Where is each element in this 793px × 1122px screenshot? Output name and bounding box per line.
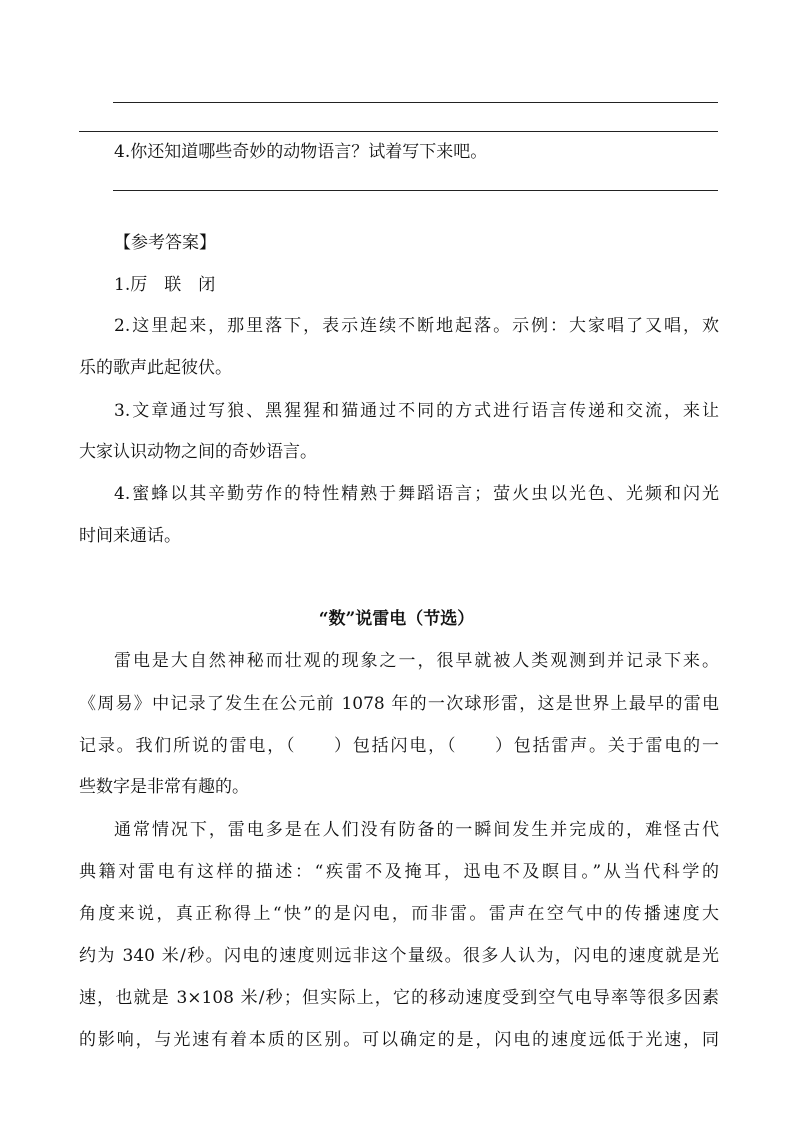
paragraph-line: 的影响，与光速有着本质的区别。可以确定的是，闪电的速度远低于光速，同 xyxy=(79,1030,719,1050)
paragraph-line: 典籍对雷电有这样的描述：“疾雷不及掩耳，迅电不及瞑目。”从当代科学的 xyxy=(79,862,719,882)
answer-3-line: 大家认识动物之间的奇妙语言。 xyxy=(79,442,317,462)
paragraph-line: 角度来说，真正称得上“快”的是闪电，而非雷。雷声在空气中的传播速度大 xyxy=(79,904,719,924)
answer-3-line: 3.文章通过写狼、黑猩猩和猫通过不同的方式进行语言传递和交流，来让 xyxy=(114,401,719,421)
paragraph-line: 雷电是大自然神秘而壮观的现象之一，很早就被人类观测到并记录下来。 xyxy=(114,651,719,671)
answer-4-line: 4.蜜蜂以其辛勤劳作的特性精熟于舞蹈语言；萤火虫以光色、光频和闪光 xyxy=(114,484,719,504)
answer-line xyxy=(113,102,718,103)
answer-2-line: 2.这里起来，那里落下，表示连续不断地起落。示例：大家唱了又唱，欢 xyxy=(114,316,719,336)
answer-2-line: 乐的歌声此起彼伏。 xyxy=(79,358,232,378)
answer-1: 1.厉 联 闭 xyxy=(114,275,216,295)
answer-line xyxy=(79,131,718,132)
answer-line xyxy=(113,190,718,191)
paragraph-line: 速，也就是 3×108 米/秒；但实际上，它的移动速度受到空气电导率等很多因素 xyxy=(79,988,719,1008)
article-title: “数”说雷电（节选） xyxy=(318,609,475,629)
answers-heading: 【参考答案】 xyxy=(114,233,216,253)
paragraph-line: 通常情况下，雷电多是在人们没有防备的一瞬间发生并完成的，难怪古代 xyxy=(114,820,719,840)
answer-4-line: 时间来通话。 xyxy=(79,526,181,546)
paragraph-line: 记录。我们所说的雷电，（ ）包括闪电，（ ）包括雷声。关于雷电的一 xyxy=(79,736,719,756)
paragraph-line: 《周易》中记录了发生在公元前 1078 年的一次球形雷，这是世界上最早的雷电 xyxy=(79,694,719,714)
paragraph-line: 些数字是非常有趣的。 xyxy=(79,777,249,797)
paragraph-line: 约为 340 米/秒。闪电的速度则远非这个量级。很多人认为，闪电的速度就是光 xyxy=(79,946,719,966)
question-4: 4.你还知道哪些奇妙的动物语言？试着写下来吧。 xyxy=(114,142,488,162)
